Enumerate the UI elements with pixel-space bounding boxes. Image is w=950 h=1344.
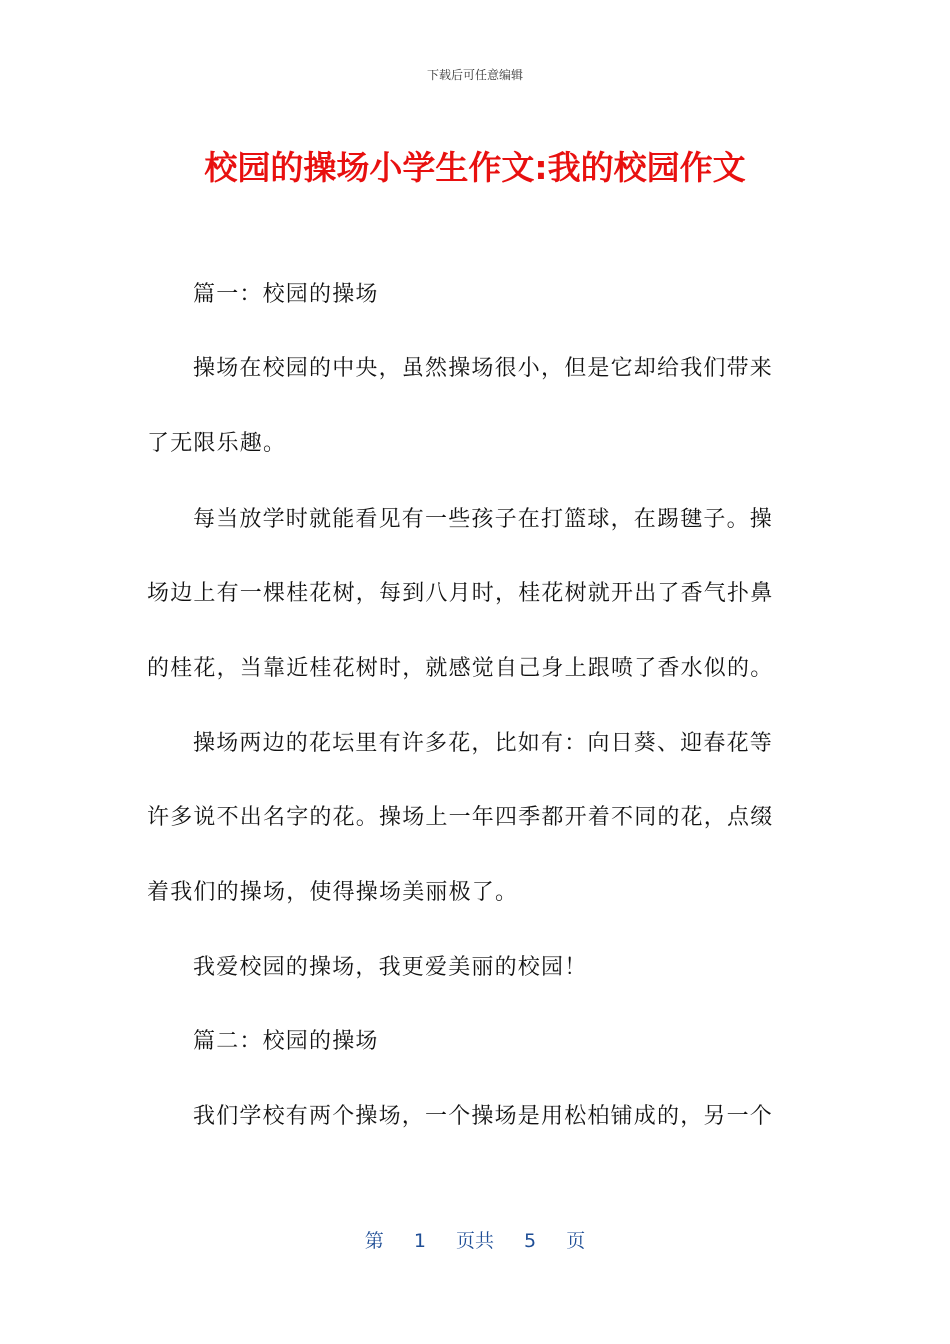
section-heading-1: 篇一：校园的操场: [193, 282, 379, 307]
paragraph-line: 我爱校园的操场，我更爱美丽的校园！: [193, 955, 588, 980]
paragraph-line: 许多说不出名字的花。操场上一年四季都开着不同的花，点缀: [147, 805, 774, 830]
page-current: 1: [413, 1230, 426, 1252]
page-suffix: 页: [566, 1230, 586, 1252]
paragraph-line: 我们学校有两个操场，一个操场是用松柏铺成的，另一个: [193, 1104, 774, 1129]
paragraph-line: 操场在校园的中央，虽然操场很小，但是它却给我们带来: [193, 356, 774, 381]
page-number-footer: [0, 1226, 950, 1253]
page-prefix: 第: [364, 1230, 384, 1252]
paragraph-line: 每当放学时就能看见有一些孩子在打篮球，在踢毽子。操: [193, 507, 774, 532]
section-heading-2: 篇二：校园的操场: [193, 1029, 379, 1054]
document-title: 校园的操场小学生作文:我的校园作文: [204, 148, 746, 187]
paragraph-line: 的桂花，当靠近桂花树时，就感觉自己身上跟喷了香水似的。: [147, 656, 774, 681]
header-note: 下载后可任意编辑: [426, 68, 523, 82]
page-total: 5: [524, 1230, 537, 1252]
paragraph-line: 操场两边的花坛里有许多花，比如有：向日葵、迎春花等: [193, 731, 774, 756]
paragraph-line: 着我们的操场，使得操场美丽极了。: [147, 880, 519, 905]
page-middle: 页共: [455, 1230, 494, 1252]
paragraph-line: 场边上有一棵桂花树，每到八月时，桂花树就开出了香气扑鼻: [147, 581, 774, 606]
paragraph-line: 了无限乐趣。: [147, 431, 287, 456]
